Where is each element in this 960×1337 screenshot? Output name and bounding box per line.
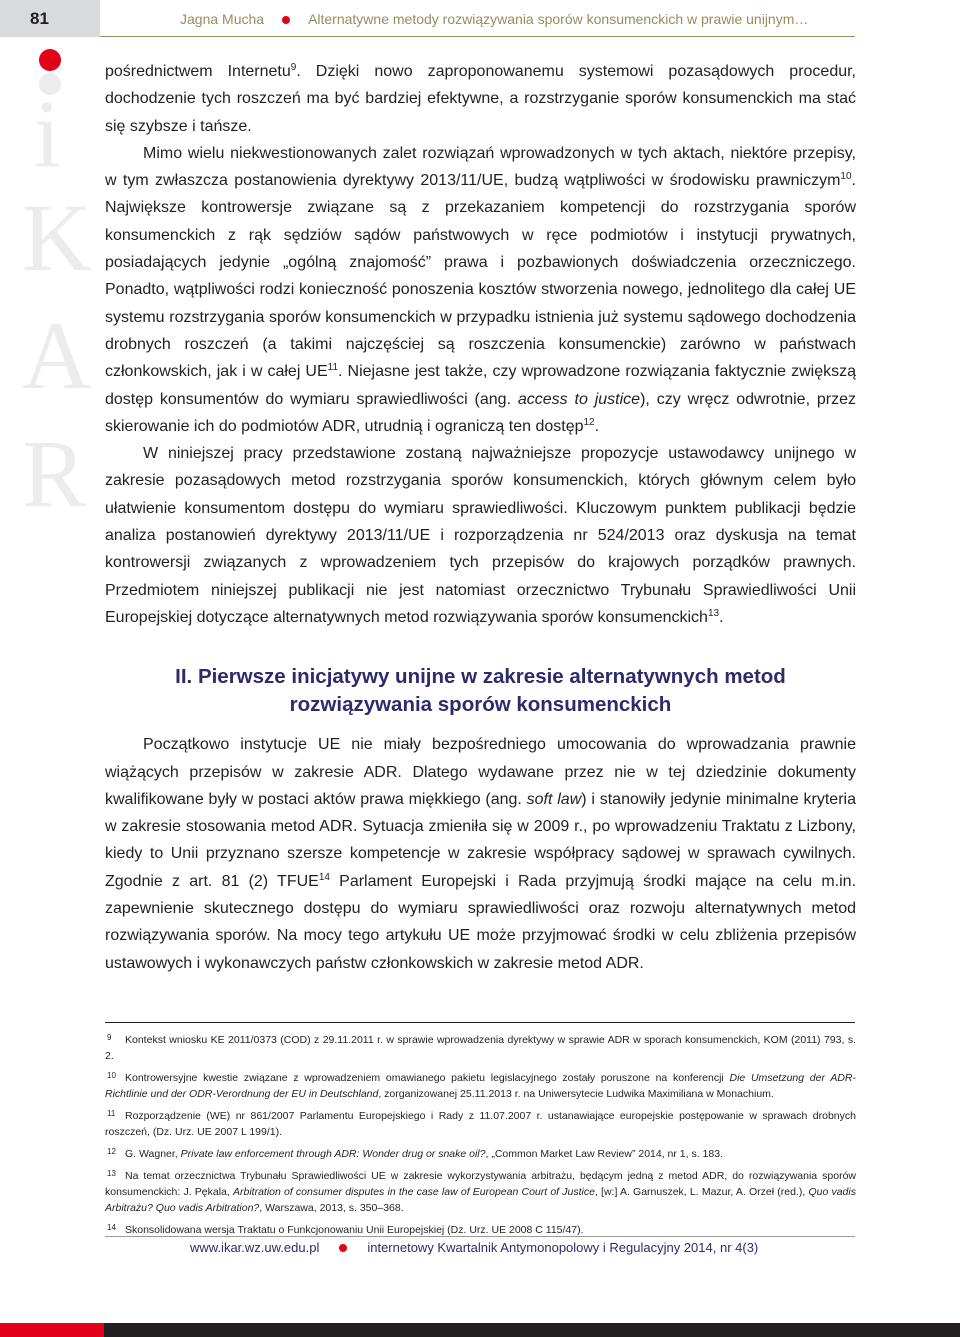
paragraph-3: W niniejszej pracy przedstawione zostaną najważniejsze propozycje ustawodawcy unijnego w zakresie pozasądowych metod rozstrzygania sporów konsumenckich, których głównym celem było ułatwienie konsumentom dostępu do wymiaru sprawiedliwości. Kluczowym punktem publikacji będzie analiza postanowień dyrektywy 2013/11/UE i rozporządzenia nr 524/2013 oraz dyskusja na temat kontrowersji związanych z wprowadzeniem tych przepisów do krajowych porządków prawnych. Przedmiotem niniejszej publikacji nie jest natomiast orzecznictwo Trybunału Sprawiedliwości Unii Europejskiej dotyczące alternatywnych metod rozwiązywania sporów konsumenckich$^{13}$. bbox=[105, 445, 856, 626]
page-number-box bbox=[0, 0, 100, 37]
footnote-ref-9[interactable]: 9 bbox=[290, 62, 297, 73]
bottom-bar-accent bbox=[0, 1323, 104, 1337]
footnotes bbox=[105, 1030, 856, 1242]
paragraph-1: pośrednictwem Internetu$^9$. Dzięki nowo zaproponowanemu systemowi pozasądowych procedur, dochodzenie tych roszczeń ma być bardziej efektywne, a rozstrzyganie sporów konsumenckich ma stać się szybsze i tańsze. bbox=[105, 62, 857, 135]
footer-rule bbox=[105, 1236, 855, 1237]
footnote-10: 10 Kontrowersyjne kwestie związane z wprowadzeniem omawianego pakietu legislacyjnego zostały poruszone na konferencji Die Umsetzung der ADR-Richtlinie und der ODR-Verordnung der EU in Deutschland, zorganizowanej 25.11.2013 r. na Uniwersytecie Ludwika Maximiliana w Monachium. bbox=[105, 1071, 856, 1100]
logo-letter-k: K bbox=[22, 184, 92, 291]
footnote-ref-11[interactable]: 11 bbox=[327, 362, 339, 374]
bullet-dot-icon bbox=[282, 16, 290, 24]
ikar-logo bbox=[0, 40, 100, 540]
footer-url-link[interactable]: www.ikar.wz.uw.edu.pl bbox=[190, 1240, 320, 1255]
page-number: 81 bbox=[30, 9, 49, 28]
running-head-author: Jagna Mucha bbox=[180, 11, 265, 27]
footnote-13: 13 Na temat orzecznictwa Trybunału Sprawiedliwości UE w zakresie wykorzystywania arbitrażu, będącym jedną z metod ADR, do rozwiązywania sporów konsumenckich: J. Pękala, Arbitration of consumer disputes in the case law of European Court of Justice, [w:] A. Garnuszek, L. Mazur, A. Orzeł (red.), Quo vadis Arbitrażu? Quo vadis Arbitration?, Warszawa, 2013, s. 350–368. bbox=[105, 1169, 856, 1214]
logo-letter-r: R bbox=[22, 420, 87, 527]
footnote-14: 14 Skonsolidowana wersja Traktatu o Funkcjonowaniu Unii Europejskiej (Dz. Urz. UE 2008 C 115/47). bbox=[107, 1223, 584, 1236]
footer bbox=[190, 1240, 758, 1255]
footnote-ref-12[interactable]: 12 bbox=[583, 416, 595, 428]
paragraph-2: Mimo wielu niekwestionowanych zalet rozwiązań wprowadzonych w tych aktach, niektóre przepisy, w tym zwłaszcza postanowienia dyrektywy 2013/11/UE, budzą wątpliwości w środowisku prawniczym$^{10}$. Największe kontrowersje związane są z przekazaniem kompetencji do rozstrzygania sporów konsumenckich z rąk sędziów sądów państwowych w ręce podmiotów i instytucji prywatnych, posiadających jedynie „ogólną znajomość” prawa i pozbawionych doświadczenia orzeczniczego. Ponadto, wątpliwości rodzi konieczność ponoszenia kosztów stworzenia nowego, jednolitego dla całej UE systemu rozstrzygania sporów konsumenckich w przypadku istnienia już systemu sądowego dochodzenia drobnych roszczeń (a takimi najczęściej są roszczenia konsumenckie) zarówno w państwach członkowskich, jak i w całej UE$^{11}$. Niejasne jest także, czy wprowadzone rozwiązania faktycznie zwiększą dostęp konsumentów do wymiaru sprawiedliwości (ang. access to justice), czy wręcz odwrotnie, przez skierowanie ich do podmiotów ADR, utrudnią i ograniczą ten dostęp$^{12}$. bbox=[105, 144, 857, 435]
logo-red-dot bbox=[39, 49, 61, 71]
footnote-rule bbox=[105, 1022, 855, 1023]
section-heading-line-1: II. Pierwsze inicjatywy unijne w zakresie alternatywnych metod bbox=[175, 665, 786, 689]
bullet-dot-icon bbox=[339, 1244, 347, 1252]
bottom-bar bbox=[0, 1323, 960, 1337]
main-text bbox=[105, 58, 856, 977]
footnote-12: 12 G. Wagner, Private law enforcement through ADR: Wonder drug or snake oil?, „Common Market Law Review” 2014, nr 1, s. 183. bbox=[107, 1147, 723, 1160]
footnote-ref-14[interactable]: 14 bbox=[318, 871, 330, 883]
footnote-11: 11 Rozporządzenie (WE) nr 861/2007 Parlamentu Europejskiego i Rady z 11.07.2007 r. ustanawiające europejskie postępowanie w sprawach drobnych roszczeń, (Dz. Urz. UE 2007 L 199/1). bbox=[105, 1109, 856, 1138]
footnote-9: 9 Kontekst wniosku KE 2011/0373 (COD) z 29.11.2011 r. w sprawie wprowadzenia dyrektywy w sprawie ADR w sporach konsumenckich, KOM (2011) 793, s. 2. bbox=[105, 1033, 856, 1062]
paragraph-4: Początkowo instytucje UE nie miały bezpośredniego umocowania do wprowadzania prawnie wiążących przepisów w zakresie ADR. Dlatego wydawane przez nie w tej dziedzinie dokumenty kwalifikowane były w postaci aktów prawa miękkiego (ang. soft law) i stanowiły jedynie minimalne kryteria w zakresie stosowania metod ADR. Sytuacja zmieniła się w 2009 r., po wprowadzeniu Traktatu z Lizbony, kiedy to Unii przyznano szersze kompetencje w zakresie współpracy sądowej w sprawach cywilnych. Zgodnie z art. 81 (2) TFUE$^{14}$ Parlament Europejski i Rada przyjmują środki mające na celu m.in. zapewnienie skutecznego dostępu do wymiaru sprawiedliwości oraz rozwoju alternatywnych metod rozwiązywania sporów. Na mocy tego artykułu UE może przyjmować środki w celu zbliżenia przepisów ustawowych i wykonawczych państw członkowskich w zakresie metod ADR. bbox=[105, 736, 857, 972]
running-head bbox=[180, 11, 808, 27]
section-heading-line-2: rozwiązywania sporów konsumenckich bbox=[289, 693, 672, 717]
logo-letter-i: i bbox=[34, 80, 61, 187]
footnote-ref-10[interactable]: 10 bbox=[840, 171, 852, 183]
section-heading bbox=[105, 663, 856, 719]
footnote-ref-13[interactable]: 13 bbox=[707, 607, 720, 619]
header-rule bbox=[100, 36, 855, 37]
footer-journal: internetowy Kwartalnik Antymonopolowy i Regulacyjny 2014, nr 4(3) bbox=[367, 1240, 759, 1255]
logo-letter-a: A bbox=[22, 302, 92, 409]
running-head-title: Alternatywne metody rozwiązywania sporów konsumenckich w prawie unijnym… bbox=[308, 11, 809, 27]
